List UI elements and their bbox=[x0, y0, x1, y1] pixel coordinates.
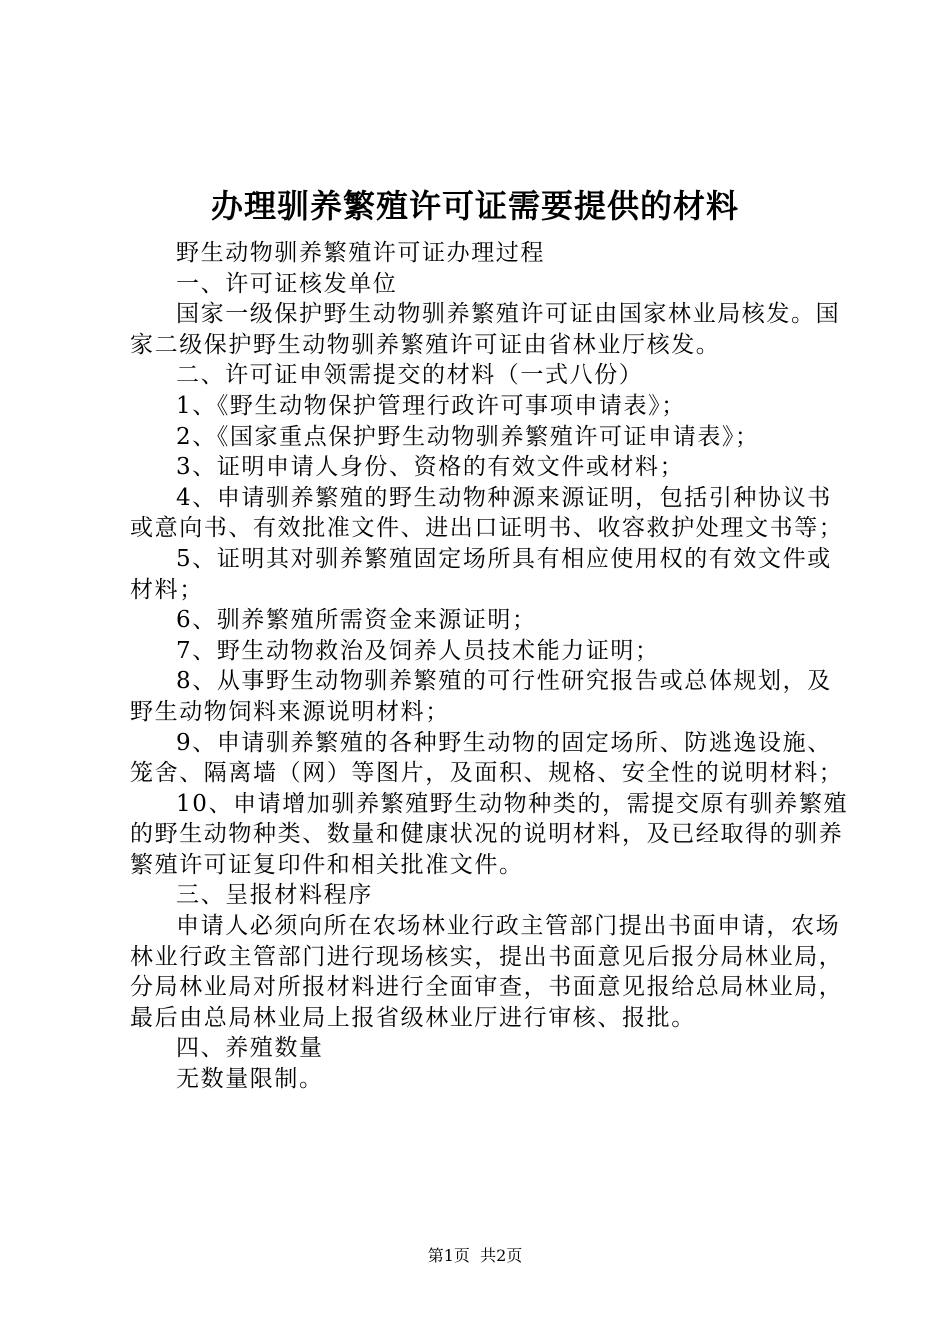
list-item: 4、申请驯养繁殖的野生动物种源来源证明，包括引种协议书或意向书、有效批准文件、进出口证明书、收容救护处理文书等； bbox=[130, 484, 844, 542]
page-footer bbox=[0, 1246, 950, 1266]
paragraph: 无数量限制。 bbox=[176, 1066, 324, 1093]
list-item: 9、申请驯养繁殖的各种野生动物的固定场所、防逃逸设施、笼舍、隔离墙（网）等图片，及面积、规格、安全性的说明材料； bbox=[130, 729, 844, 787]
paragraph: 国家一级保护野生动物驯养繁殖许可证由国家林业局核发。国家二级保护野生动物驯养繁殖许可证由省林业厅核发。 bbox=[130, 301, 841, 358]
paragraph-subtitle: 野生动物驯养繁殖许可证办理过程 bbox=[176, 240, 545, 266]
list-item: 6、驯养繁殖所需资金来源证明； bbox=[176, 607, 537, 634]
list-item: 2、《国家重点保护野生动物驯养繁殖许可证申请表》； bbox=[176, 423, 760, 450]
paragraph: 申请人必须向所在农场林业行政主管部门提出书面申请，农场林业行政主管部门进行现场核实，提出书面意见后报分局林业局，分局林业局对所报材料进行全面审查，书面意见报给总局林业局，最后由总局林业局上报省级林业厅进行审核、报批。 bbox=[130, 913, 844, 1031]
list-item: 5、证明其对驯养繁殖固定场所具有相应使用权的有效文件或材料； bbox=[130, 545, 832, 603]
list-item: 10、申请增加驯养繁殖野生动物种类的，需提交原有驯养繁殖的野生动物种类、数量和健康状况的说明材料，及已经取得的驯养繁殖许可证复印件和相关批准文件。 bbox=[130, 790, 849, 878]
list-item: 7、野生动物救治及饲养人员技术能力证明； bbox=[176, 637, 660, 664]
list-item: 1、《野生动物保护管理行政许可事项申请表》； bbox=[176, 392, 686, 419]
document-title: 办理驯养繁殖许可证需要提供的材料 bbox=[210, 187, 739, 225]
section-heading-2: 二、许可证申领需提交的材料（一式八份） bbox=[176, 362, 644, 389]
list-item: 8、从事野生动物驯养繁殖的可行性研究报告或总体规划，及野生动物饲料来源说明材料； bbox=[130, 668, 832, 725]
page-number: 第1页 bbox=[427, 1246, 470, 1265]
section-heading-1: 一、许可证核发单位 bbox=[176, 270, 398, 297]
list-item: 3、证明申请人身份、资格的有效文件或材料； bbox=[176, 454, 685, 481]
page-total: 共2页 bbox=[480, 1246, 523, 1265]
section-heading-3: 三、呈报材料程序 bbox=[176, 882, 373, 909]
document-body bbox=[130, 238, 850, 1095]
section-heading-4: 四、养殖数量 bbox=[176, 1035, 324, 1062]
